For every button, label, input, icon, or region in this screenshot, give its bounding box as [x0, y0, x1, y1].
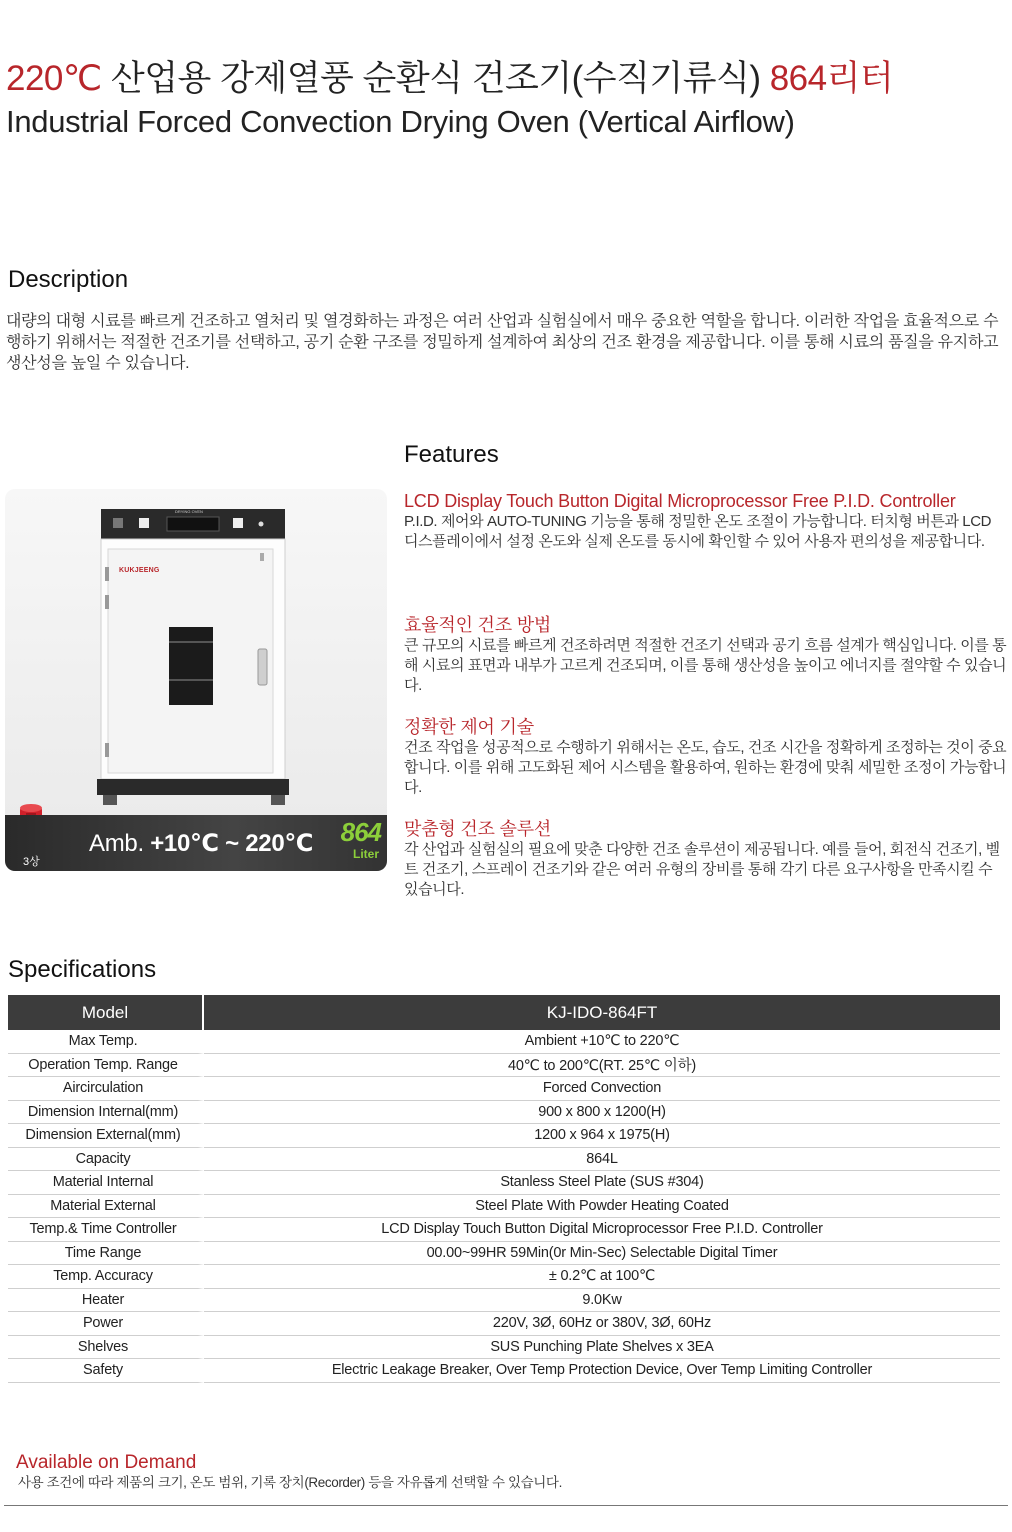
- spec-value: 220V, 3Ø, 60Hz or 380V, 3Ø, 60Hz: [204, 1312, 1000, 1336]
- table-row: [8, 1289, 1000, 1313]
- spec-value: 900 x 800 x 1200(H): [204, 1101, 1000, 1125]
- spec-label: Temp. Accuracy: [8, 1265, 204, 1289]
- temperature-range-banner: [5, 815, 387, 871]
- table-row: [8, 1242, 1000, 1266]
- title-capacity: 864리터: [769, 59, 894, 98]
- model-header-label: Model: [8, 995, 204, 1030]
- title-main: 산업용 강제열풍 순환식 건조기(수직기류식): [101, 59, 770, 98]
- spec-label: Capacity: [8, 1148, 204, 1172]
- table-row: [8, 1054, 1000, 1078]
- features-heading: Features: [404, 441, 499, 468]
- spec-label: Material Internal: [8, 1171, 204, 1195]
- page-title-korean: [6, 58, 893, 100]
- table-row: [8, 1336, 1000, 1360]
- table-row: [8, 1359, 1000, 1383]
- spec-value: 40℃ to 200℃(RT. 25℃ 이하): [204, 1054, 1000, 1078]
- spec-label: Power: [8, 1312, 204, 1336]
- ambient-prefix: Amb.: [89, 830, 144, 857]
- feature-title: 정확한 제어 기술: [404, 717, 534, 737]
- specifications-heading: Specifications: [8, 956, 157, 983]
- ambient-range-value: +10℃ ~ 220℃: [150, 830, 314, 857]
- brand-logo: KUKJEENG: [119, 567, 160, 574]
- specifications-table: [8, 995, 1000, 1383]
- table-row: [8, 1101, 1000, 1125]
- table-row: [8, 1030, 1000, 1054]
- spec-value: Electric Leakage Breaker, Over Temp Protection Device, Over Temp Limiting Controller: [204, 1359, 1000, 1383]
- spec-value: Steel Plate With Powder Heating Coated: [204, 1195, 1000, 1219]
- spec-label: Time Range: [8, 1242, 204, 1266]
- feature-title: LCD Display Touch Button Digital Microprocessor Free P.I.D. Controller: [404, 491, 956, 511]
- spec-value: 00.00~99HR 59Min(0r Min-Sec) Selectable Digital Timer: [204, 1242, 1000, 1266]
- spec-label: Operation Temp. Range: [8, 1054, 204, 1078]
- table-row: [8, 1124, 1000, 1148]
- feature-body: 큰 규모의 시료를 빠르게 건조하려면 적절한 건조기 선택과 공기 흐름 설계가 핵심입니다. 이를 통해 시료의 표면과 내부가 고르게 건조되며, 이를 통해 생산성을 높이고 에너지를 절약할 수 있습니다.: [404, 637, 1007, 694]
- spec-label: Safety: [8, 1359, 204, 1383]
- capacity-unit: Liter: [352, 847, 379, 861]
- table-row: [8, 1265, 1000, 1289]
- spec-value: 864L: [204, 1148, 1000, 1172]
- feature-item: [404, 716, 1008, 798]
- capacity-number: 864: [340, 817, 381, 847]
- title-temperature: 220℃: [6, 59, 102, 98]
- model-header-value: KJ-IDO-864FT: [204, 995, 1000, 1030]
- spec-label: Shelves: [8, 1336, 204, 1360]
- table-row: [8, 1171, 1000, 1195]
- available-heading: Available on Demand: [16, 1452, 197, 1473]
- spec-label: Material External: [8, 1195, 204, 1219]
- page-title-english: Industrial Forced Convection Drying Oven (Vertical Airflow): [6, 104, 795, 139]
- spec-label: Heater: [8, 1289, 204, 1313]
- feature-body: 건조 작업을 성공적으로 수행하기 위해서는 온도, 습도, 건조 시간을 정확하게 조정하는 것이 중요합니다. 이를 위해 고도화된 제어 시스템을 활용하여, 원하는 환경에 맞춰 세밀한 조정이 가능합니다.: [404, 739, 1007, 796]
- spec-value: Stanless Steel Plate (SUS #304): [204, 1171, 1000, 1195]
- description-body: 대량의 대형 시료를 빠르게 건조하고 열처리 및 열경화하는 과정은 여러 산업과 실험실에서 매우 중요한 역할을 합니다. 이러한 작업을 효율적으로 수행하기 위해서는 적절한 건조기를 선택하고, 공기 순환 구조를 정밀하게 설계하여 최상의 건조 환경을 제공합니다. 이를 통해 시료의 품질을 유지하고 생산성을 높일 수 있습니다.: [6, 313, 999, 372]
- feature-item: [404, 818, 1008, 900]
- product-image: [5, 489, 387, 871]
- oven-illustration: [5, 489, 387, 819]
- available-body: 사용 조건에 따라 제품의 크기, 온도 범위, 기록 장치(Recorder) 등을 자유롭게 선택할 수 있습니다.: [18, 1475, 562, 1490]
- spec-value: 1200 x 964 x 1975(H): [204, 1124, 1000, 1148]
- spec-label: Aircirculation: [8, 1077, 204, 1101]
- spec-value: Ambient +10℃ to 220℃: [204, 1030, 1000, 1054]
- spec-value: 9.0Kw: [204, 1289, 1000, 1313]
- spec-value: LCD Display Touch Button Digital Microprocessor Free P.I.D. Controller: [204, 1218, 1000, 1242]
- feature-item: [404, 490, 1008, 552]
- spec-label: Max Temp.: [8, 1030, 204, 1054]
- description-heading: Description: [8, 266, 129, 293]
- phase-label: 3상: [23, 856, 40, 868]
- spec-value: SUS Punching Plate Shelves x 3EA: [204, 1336, 1000, 1360]
- table-row: [8, 1312, 1000, 1336]
- spec-label: Dimension External(mm): [8, 1124, 204, 1148]
- table-header-row: [8, 995, 1000, 1030]
- table-row: [8, 1077, 1000, 1101]
- feature-item: [404, 614, 1008, 696]
- table-row: [8, 1195, 1000, 1219]
- panel-label: DRYING OVEN: [175, 509, 203, 514]
- table-row: [8, 1218, 1000, 1242]
- bottom-divider: [4, 1505, 1008, 1506]
- ambient-range: [89, 829, 313, 858]
- spec-value: Forced Convection: [204, 1077, 1000, 1101]
- table-row: [8, 1148, 1000, 1172]
- spec-value: ± 0.2℃ at 100℃: [204, 1265, 1000, 1289]
- feature-title: 효율적인 건조 방법: [404, 615, 552, 635]
- feature-body: P.I.D. 제어와 AUTO-TUNING 기능을 통해 정밀한 온도 조절이 가능합니다. 터치형 버튼과 LCD 디스플레이에서 설정 온도와 실제 온도를 동시에 확인할 수 있어 사용자 편의성을 제공합니다.: [404, 513, 992, 550]
- specifications-body: [8, 1030, 1000, 1383]
- feature-title: 맞춤형 건조 솔루션: [404, 819, 552, 839]
- spec-label: Temp.& Time Controller: [8, 1218, 204, 1242]
- spec-label: Dimension Internal(mm): [8, 1101, 204, 1125]
- feature-body: 각 산업과 실험실의 필요에 맞춘 다양한 건조 솔루션이 제공됩니다. 예를 들어, 회전식 건조기, 벨트 건조기, 스프레이 건조기와 같은 여러 유형의 장비를 통해 각기 다른 요구사항을 만족시킬 수 있습니다.: [404, 841, 1000, 898]
